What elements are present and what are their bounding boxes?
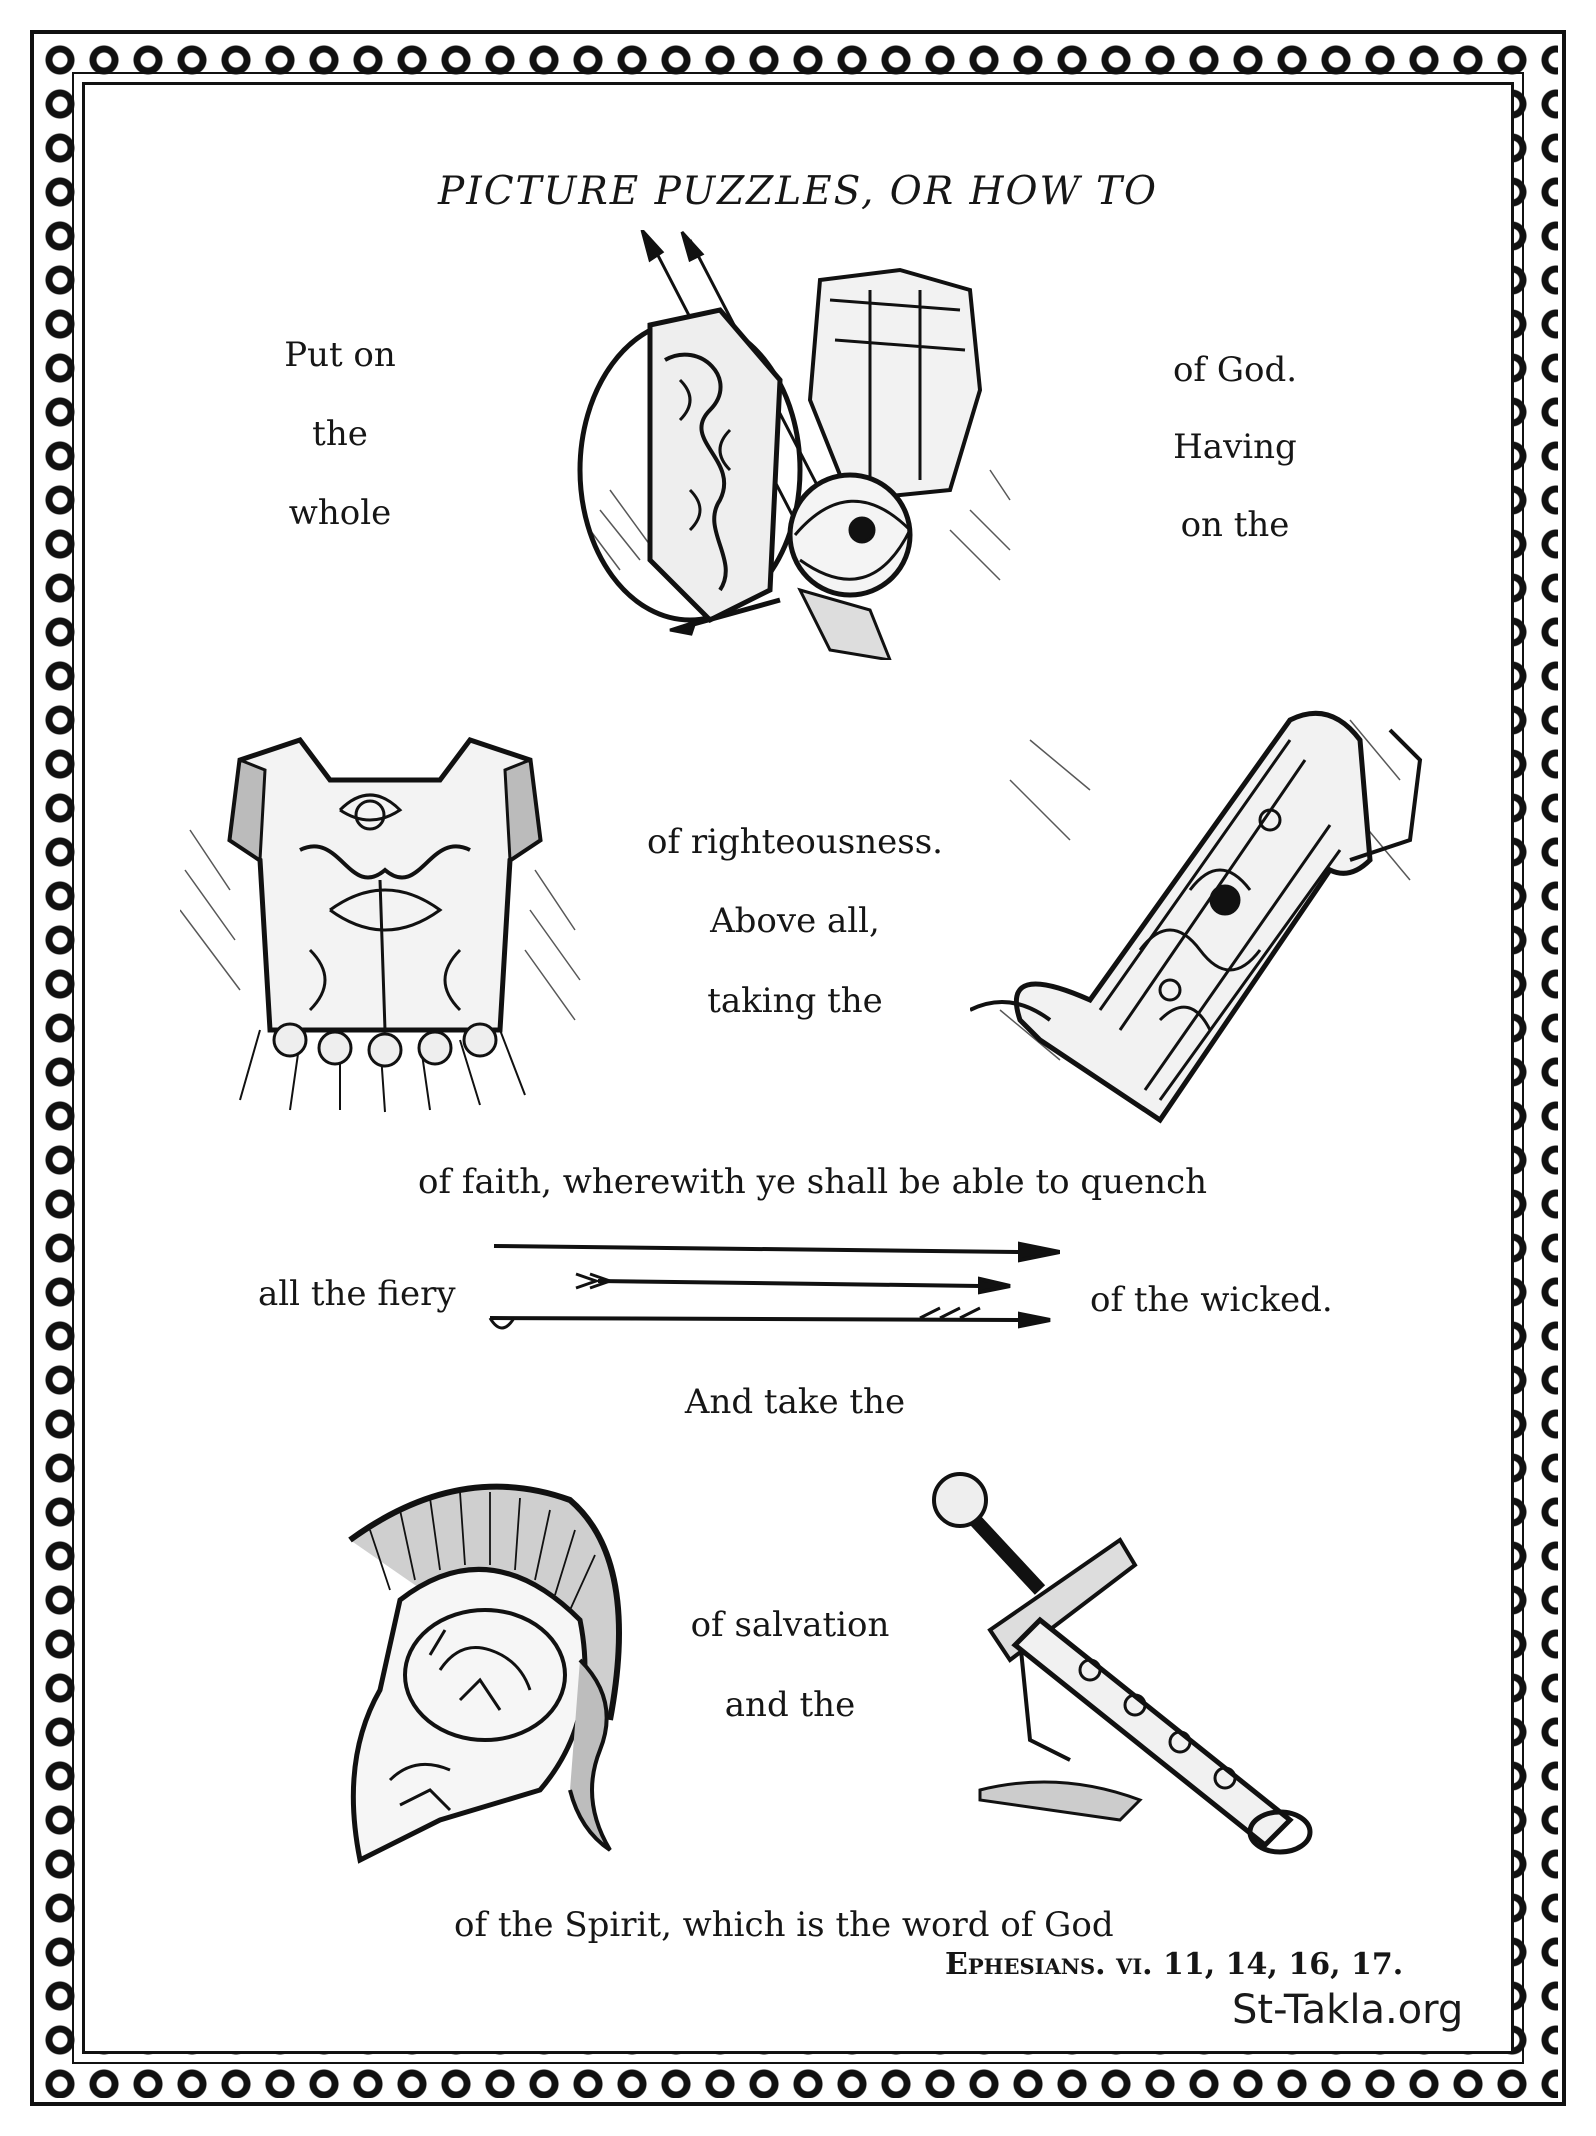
- verse-line: and the: [724, 1685, 856, 1725]
- watermark-text: St-Takla.org: [1232, 1987, 1464, 2033]
- verse-line: the: [312, 414, 368, 454]
- helmet-illustration: [320, 1460, 650, 1880]
- verse-line: of salvation: [690, 1605, 890, 1645]
- shield-illustration: [970, 700, 1430, 1130]
- page-title: PICTURE PUZZLES, OR HOW TO: [438, 169, 1158, 214]
- breastplate-illustration: [180, 700, 590, 1120]
- verse-line: of faith, wherewith ye shall be able to quench: [418, 1162, 1208, 1202]
- scripture-citation: Ephesians. vi. 11, 14, 16, 17.: [945, 1947, 1404, 1982]
- verse-line: taking the: [707, 981, 883, 1021]
- verse-line: of righteousness.: [647, 822, 943, 862]
- verse-line: Having: [1173, 427, 1297, 467]
- verse-line: of God.: [1172, 350, 1298, 390]
- verse-line: all the fiery: [258, 1274, 456, 1314]
- verse-line: whole: [288, 493, 392, 533]
- darts-illustration: [480, 1230, 1060, 1340]
- verse-line: Put on: [284, 335, 396, 375]
- verse-line: Above all,: [710, 901, 880, 941]
- verse-line: And take the: [684, 1382, 906, 1422]
- verse-line: on the: [1180, 505, 1290, 545]
- verse-line: of the wicked.: [1090, 1280, 1333, 1320]
- verse-line: of the Spirit, which is the word of God: [454, 1905, 1114, 1945]
- sword-illustration: [920, 1460, 1340, 1860]
- armour-pile-illustration: [570, 230, 1030, 660]
